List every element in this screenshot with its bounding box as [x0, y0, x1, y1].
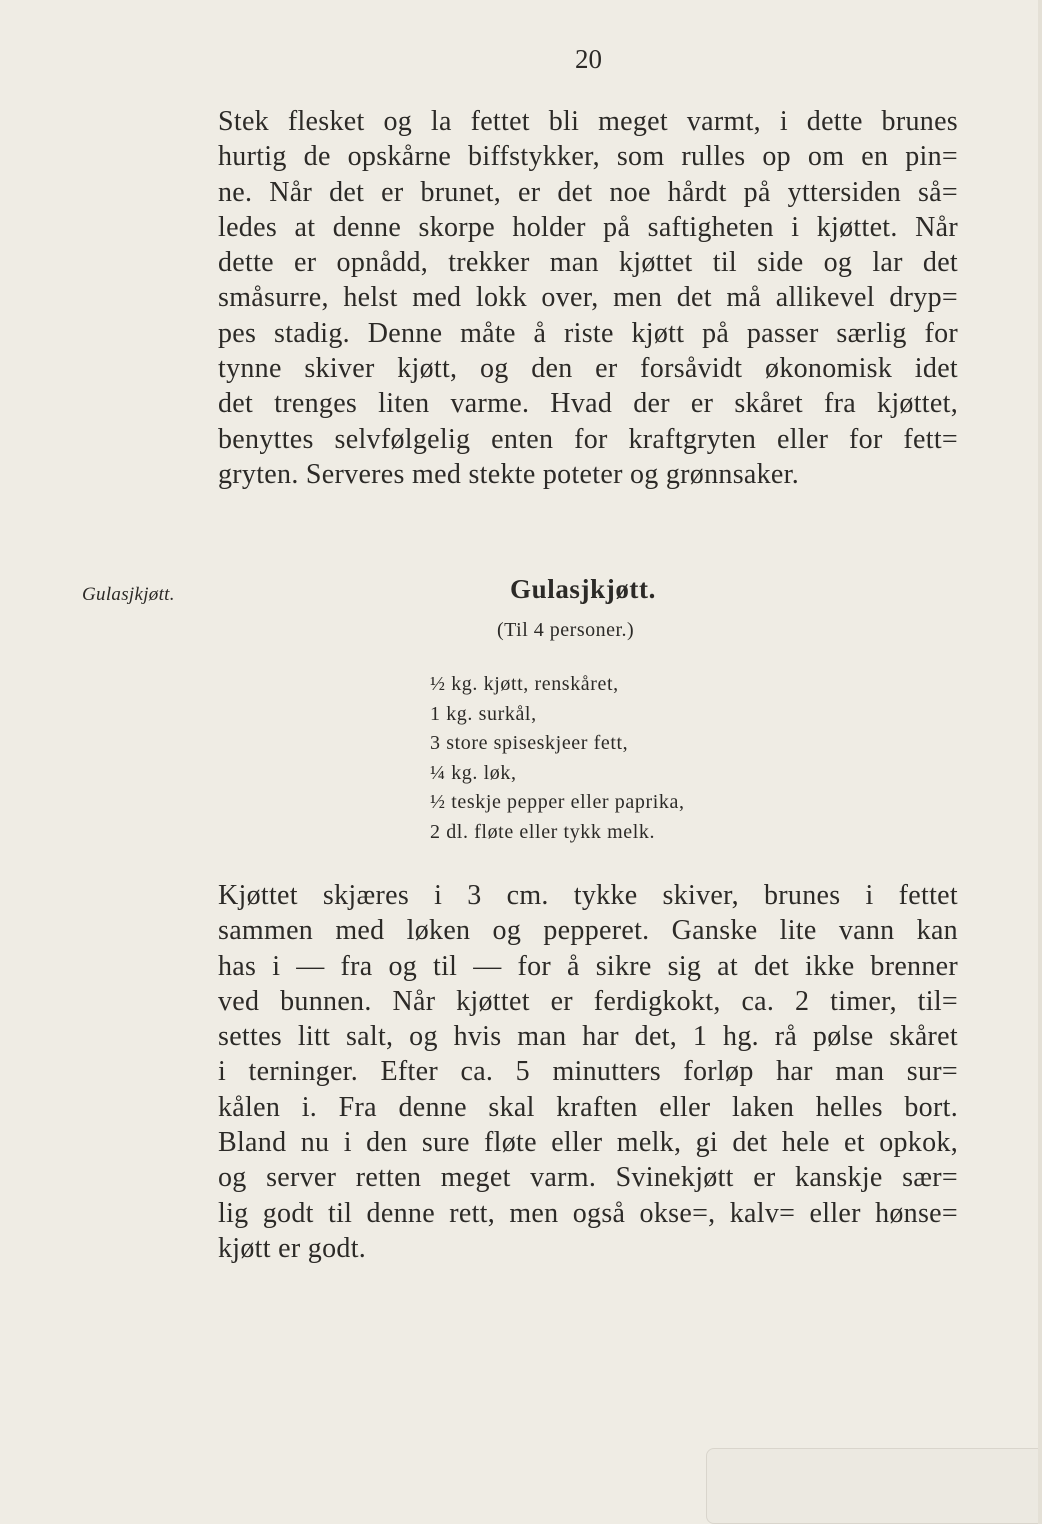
- text-line: gryten. Serveres med stekte poteter og grønnsaker.: [218, 458, 800, 490]
- text-line: ledes at denne skorpe holder på saftigheten i kjøttet. Når: [218, 211, 958, 243]
- text-line: pes stadig. Denne måte å riste kjøtt på passer særlig for: [218, 317, 958, 349]
- page-number: 20: [575, 44, 602, 74]
- text-line: Bland nu i den sure fløte eller melk, gi det hele et opkok,: [218, 1127, 958, 1159]
- text-line: dette er opnådd, trekker man kjøttet til side og lar det: [218, 247, 958, 279]
- text-line: hurtig de opskårne biffstykker, som rulles op om en pin=: [218, 141, 958, 173]
- recipe-title: Gulasjkjøtt.: [510, 574, 656, 604]
- text-line: settes litt salt, og hvis man har det, 1 hg. rå pølse skåret: [218, 1021, 958, 1053]
- margin-heading: Gulasjkjøtt.: [82, 584, 175, 605]
- recipe-servings: (Til 4 personer.): [497, 619, 635, 641]
- ingredient-item: 2 dl. fløte eller tykk melk.: [430, 820, 656, 843]
- ingredient-item: 1 kg. surkål,: [430, 702, 537, 725]
- text-line: has i — fra og til — for å sikre sig at det ikke brenner: [218, 950, 958, 982]
- text-line: kålen i. Fra denne skal kraften eller laken helles bort.: [218, 1091, 958, 1123]
- text-line: Stek flesket og la fettet bli meget varmt, i dette brunes: [218, 106, 958, 137]
- paragraph-steak-instructions: [218, 104, 958, 492]
- text-line: benyttes selvfølgelig enten for kraftgryten eller for fett=: [218, 423, 958, 455]
- text-line: kjøtt er godt.: [218, 1232, 367, 1264]
- paragraph-goulash-instructions: [218, 878, 958, 1266]
- text-line: ved bunnen. Når kjøttet er ferdigkokt, ca. 2 timer, til=: [218, 985, 958, 1017]
- ingredient-item: ¼ kg. løk,: [430, 761, 517, 784]
- text-line: og server retten meget varm. Svinekjøtt er kanskje sær=: [218, 1162, 958, 1194]
- ingredient-item: ½ kg. kjøtt, renskåret,: [430, 673, 619, 695]
- text-line: småsurre, helst med lokk over, men det må allikevel dryp=: [218, 282, 958, 314]
- ingredient-item: ½ teskje pepper eller paprika,: [430, 791, 685, 813]
- text-line: tynne skiver kjøtt, og den er forsåvidt økonomisk idet: [218, 353, 958, 385]
- ingredient-item: 3 store spiseskjeer fett,: [430, 732, 629, 754]
- paper-tab-imprint: [706, 1448, 1042, 1524]
- ingredient-list: [430, 670, 685, 847]
- text-line: Kjøttet skjæres i 3 cm. tykke skiver, brunes i fettet: [218, 880, 958, 911]
- text-line: lig godt til denne rett, men også okse=, kalv= eller hønse=: [218, 1197, 958, 1229]
- text-line: sammen med løken og pepperet. Ganske lite vann kan: [218, 915, 958, 947]
- text-line: det trenges liten varme. Hvad der er skåret fra kjøttet,: [218, 388, 958, 420]
- text-line: i terninger. Efter ca. 5 minutters forløp har man sur=: [218, 1056, 958, 1088]
- text-line: ne. Når det er brunet, er det noe hårdt på yttersiden så=: [218, 176, 958, 208]
- page-edge: [1038, 0, 1042, 1524]
